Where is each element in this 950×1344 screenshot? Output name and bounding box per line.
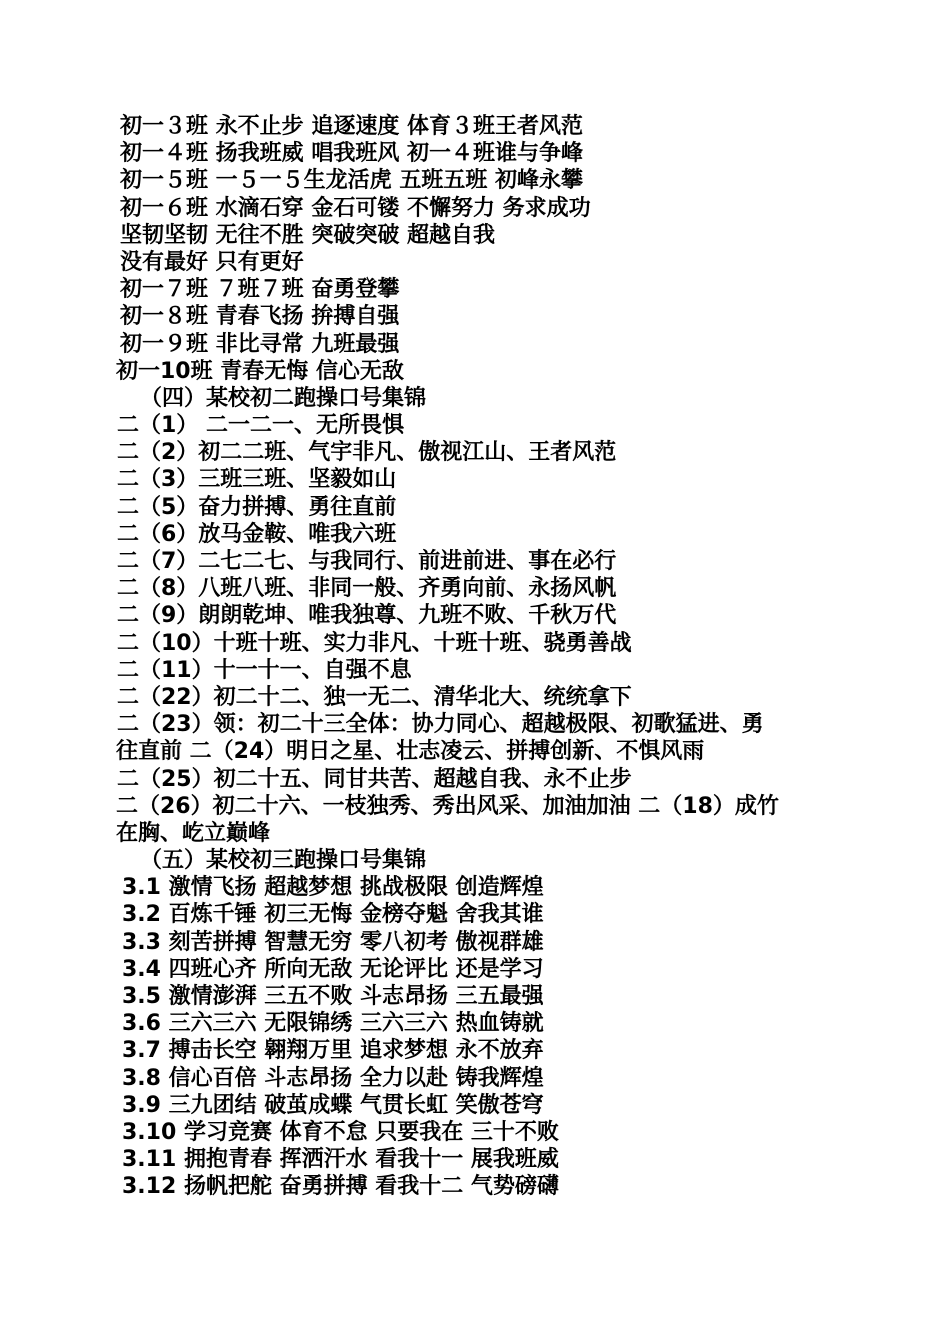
slogan-line-3-10: 3.10 学习竞赛 体育不怠 只要我在 三十不败: [122, 1119, 559, 1145]
slogan-line-class1-6-cont: 坚韧坚韧 无往不胜 突破突破 超越自我: [120, 222, 495, 248]
slogan-line-class2-26: 二（26）初二十六、一枝独秀、秀出风采、加油加油 二（18）成竹: [116, 793, 779, 819]
slogan-line-class2-6: 二（6）放马金鞍、唯我六班: [117, 521, 397, 547]
slogan-line-3-11: 3.11 拥抱青春 挥洒汗水 看我十一 展我班威: [122, 1147, 559, 1173]
slogan-line-class1-10: 初一10班 青春无悔 信心无敌: [116, 358, 404, 384]
slogan-line-class2-3: 二（3）三班三班、坚毅如山: [117, 467, 397, 493]
section-heading-grade3: （五）某校初三跑操口号集锦: [140, 848, 427, 874]
section-heading-grade2: （四）某校初二跑操口号集锦: [140, 385, 427, 411]
slogan-line-class2-10: 二（10）十班十班、实力非凡、十班十班、骁勇善战: [117, 630, 632, 656]
slogan-line-3-3: 3.3 刻苦拼搏 智慧无穷 零八初考 傲视群雄: [122, 929, 544, 955]
slogan-line-3-9: 3.9 三九团结 破茧成蝶 气贯长虹 笑傲苍穹: [122, 1092, 544, 1118]
slogan-line-class2-8: 二（8）八班八班、非同一般、齐勇向前、永扬风帆: [117, 576, 617, 602]
slogan-line-class2-11: 二（11）十一十一、自强不息: [117, 657, 412, 683]
slogan-line-3-2: 3.2 百炼千锤 初三无悔 金榜夺魁 舍我其谁: [122, 902, 544, 928]
slogan-line-class2-24: 往直前 二（24）明日之星、壮志凌云、拼搏创新、不惧风雨: [116, 739, 705, 765]
slogan-line-class2-25: 二（25）初二十五、同甘共苦、超越自我、永不止步: [117, 766, 632, 792]
slogan-line-class2-2: 二（2）初二二班、气宇非凡、傲视江山、王者风范: [117, 440, 617, 466]
slogan-line-class2-5: 二（5）奋力拼搏、勇往直前: [117, 494, 397, 520]
slogan-line-class1-5: 初一５班 一５一５生龙活虎 五班五班 初峰永攀: [120, 168, 583, 194]
slogan-line-class2-18-cont: 在胸、屹立巅峰: [116, 820, 271, 846]
slogan-line-3-7: 3.7 搏击长空 翱翔万里 追求梦想 永不放弃: [122, 1038, 544, 1064]
slogan-line-3-6: 3.6 三六三六 无限锦绣 三六三六 热血铸就: [122, 1011, 544, 1037]
slogan-line-3-5: 3.5 激情澎湃 三五不败 斗志昂扬 三五最强: [122, 984, 544, 1009]
slogan-line-class1-4: 初一４班 扬我班威 唱我班风 初一４班谁与争峰: [120, 141, 583, 167]
slogan-line-class1-6-cont2: 没有最好 只有更好: [120, 249, 304, 275]
slogan-line-3-8: 3.8 信心百倍 斗志昂扬 全力以赴 铸我辉煌: [122, 1065, 544, 1091]
slogan-line-3-4: 3.4 四班心齐 所向无敌 无论评比 还是学习: [122, 956, 544, 982]
slogan-line-3-12: 3.12 扬帆把舵 奋勇拼搏 看我十二 气势磅礴: [122, 1174, 559, 1200]
slogan-line-class1-6: 初一６班 水滴石穿 金石可镂 不懈努力 务求成功: [120, 195, 591, 221]
slogan-line-3-1: 3.1 激情飞扬 超越梦想 挑战极限 创造辉煌: [122, 875, 544, 901]
slogan-line-class2-9: 二（9）朗朗乾坤、唯我独尊、九班不败、千秋万代: [117, 603, 617, 629]
slogan-line-class2-23: 二（23）领：初二十三全体：协力同心、超越极限、初歌猛进、勇: [117, 712, 764, 738]
document-page: [0, 113, 950, 1201]
slogan-line-class1-3: 初一３班 永不止步 追逐速度 体育３班王者风范: [120, 114, 583, 139]
slogan-line-class1-9: 初一９班 非比寻常 九班最强: [120, 331, 400, 357]
slogan-line-class2-22: 二（22）初二十二、独一无二、清华北大、统统拿下: [117, 684, 632, 710]
slogan-line-class1-7: 初一７班 ７班７班 奋勇登攀: [120, 277, 400, 303]
slogan-line-class2-1: 二（1） 二一二一、无所畏惧: [117, 413, 404, 439]
slogan-line-class1-8: 初一８班 青春飞扬 拚搏自强: [120, 304, 400, 330]
slogan-line-class2-7: 二（7）二七二七、与我同行、前进前进、事在必行: [117, 549, 617, 574]
